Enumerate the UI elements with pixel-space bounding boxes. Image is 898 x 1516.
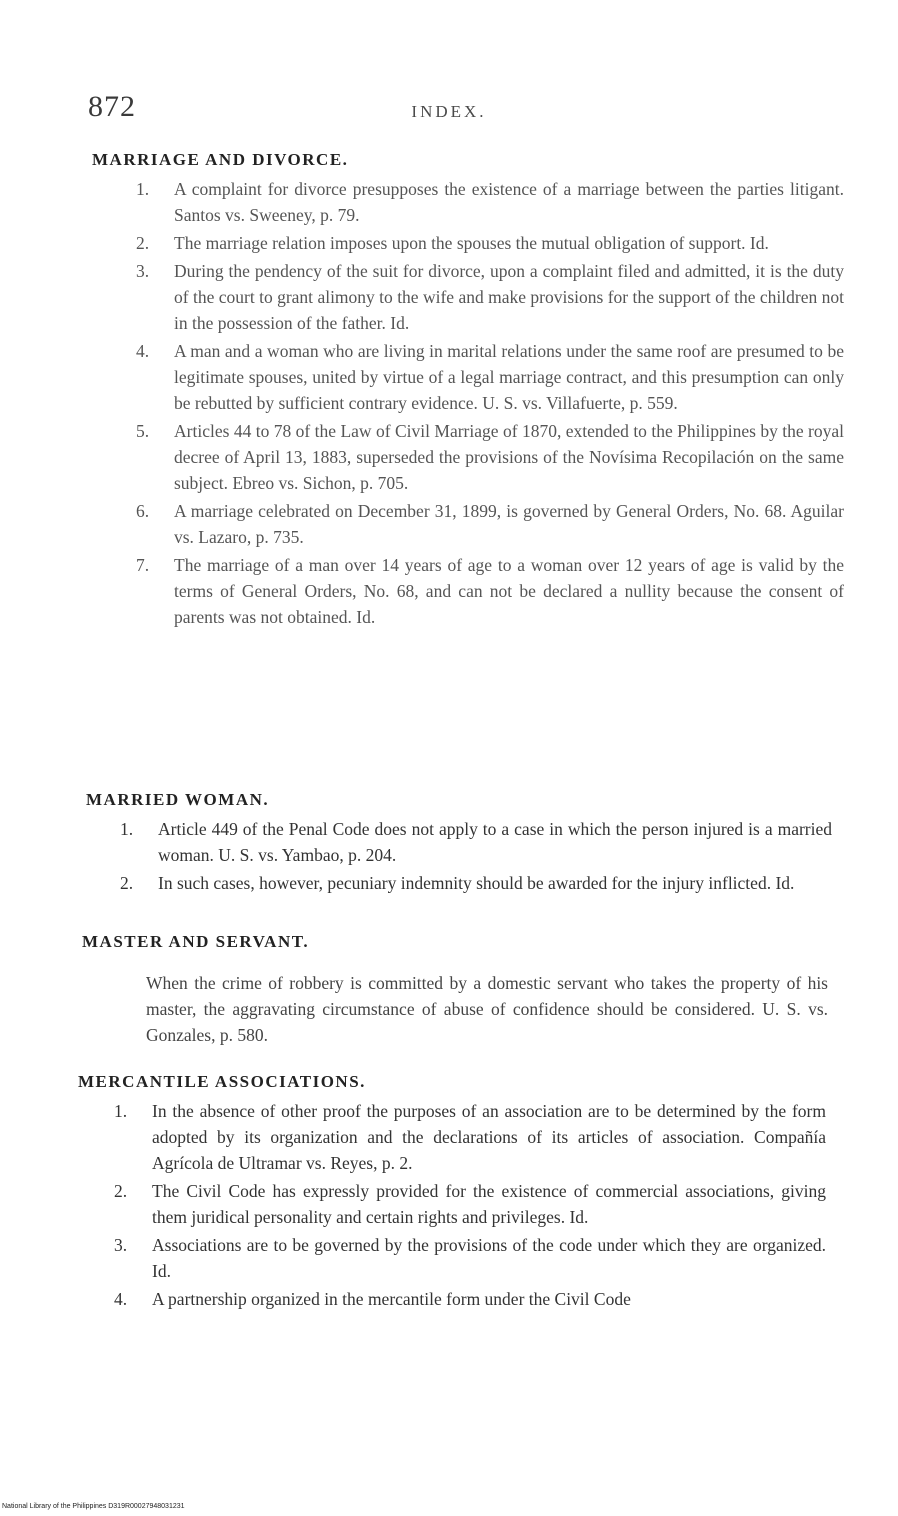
index-entry: 5. Articles 44 to 78 of the Law of Civil Marriage of 1870, extended to the Philippines by the royal decree of April 13, 1883, superseded the provisions of the Novísima Recopilación on the same subject. Ebreo vs. Sichon, p. 705. (136, 421, 844, 493)
section-marriage-and-divorce (92, 150, 844, 632)
section-heading: MERCANTILE ASSOCIATIONS. (78, 1072, 366, 1091)
index-paragraph: When the crime of robbery is committed by a domestic servant who takes the property of his master, the aggravating circumstance of abuse of confidence should be considered. U. S. vs. Gonzales, p. 580. (146, 972, 828, 1045)
index-entry: 7. The marriage of a man over 14 years of age to a woman over 12 years of age is valid by the terms of General Orders, No. 68, and can not be declared a nullity because the consent of parents was not obtained. Id. (136, 555, 844, 627)
section-heading: MARRIED WOMAN. (86, 790, 270, 809)
section-mercantile-associations (78, 1072, 826, 1314)
index-entry: 2. The Civil Code has expressly provided for the existence of commercial associations, giving them juridical personality and certain rights and privileges. Id. (114, 1181, 826, 1227)
section-heading: MASTER AND SERVANT. (82, 932, 310, 951)
section-married-woman (86, 790, 832, 898)
index-entry: 1. Article 449 of the Penal Code does not apply to a case in which the person injured is a married woman. U. S. vs. Yambao, p. 204. (120, 819, 832, 865)
index-entry: 1. A complaint for divorce presupposes the existence of a marriage between the parties litigant. Santos vs. Sweeney, p. 79. (136, 179, 844, 225)
index-entry: 6. A marriage celebrated on December 31, 1899, is governed by General Orders, No. 68. Aguilar vs. Lazaro, p. 735. (136, 501, 844, 547)
section-master-and-servant (82, 932, 828, 1065)
index-entry: 2. The marriage relation imposes upon the spouses the mutual obligation of support. Id. (136, 233, 769, 253)
index-entry: 1. In the absence of other proof the purposes of an association are to be determined by the form adopted by its organization and the declarations of its articles of association. Compañía Agrícola de Ultramar vs. Reyes, p. 2. (114, 1101, 826, 1173)
index-entry: 3. Associations are to be governed by the provisions of the code under which they are organized. Id. (114, 1235, 826, 1281)
scan-footer: National Library of the Philippines D319R00027948031231 (2, 1503, 185, 1510)
index-entry: 4. A partnership organized in the mercantile form under the Civil Code (114, 1289, 631, 1309)
index-entry: 4. A man and a woman who are living in marital relations under the same roof are presumed to be legitimate spouses, united by virtue of a legal marriage contract, and this presumption can only be rebutted by sufficient contrary evidence. U. S. vs. Villafuerte, p. 559. (136, 341, 844, 413)
page-number: 872 (88, 90, 136, 123)
index-entry: 3. During the pendency of the suit for divorce, upon a complaint filed and admitted, it is the duty of the court to grant alimony to the wife and make provisions for the support of the children not in the possession of the father. Id. (136, 261, 844, 333)
index-entry: 2. In such cases, however, pecuniary indemnity should be awarded for the injury inflicted. Id. (120, 873, 795, 893)
section-heading: MARRIAGE AND DIVORCE. (92, 150, 349, 169)
running-head: INDEX. (411, 102, 487, 121)
